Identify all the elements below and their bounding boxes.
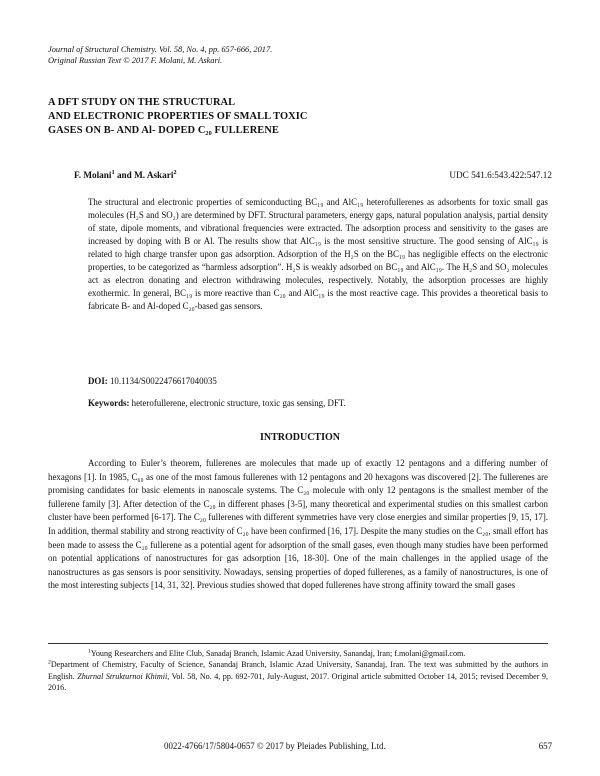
footnote-2-text-b: , Vol. 58, No. 4, pp. 692-701, July-August, 2017. Original article submitted October 14, 2015; revised December 9, 2016. <box>48 671 549 692</box>
footnote-1-text: Young Researchers and Elite Club, Sanadaj Branch, Islamic Azad University, Sanandaj, Iran; f.molani@gmail.com. <box>90 649 466 658</box>
journal-line: Journal of Structural Chemistry. Vol. 58, No. 4, pp. 657-666, 2017. <box>48 45 273 54</box>
title-line-1: A DFT STUDY ON THE STRUCTURAL <box>48 97 236 108</box>
journal-citation <box>48 44 468 66</box>
footnote-1 <box>48 648 548 659</box>
footnote-2-marker: 2 <box>48 659 51 666</box>
doi <box>88 376 217 386</box>
doi-link[interactable]: 10.1134/S0022476617040035 <box>107 376 217 386</box>
introduction-body <box>48 457 548 593</box>
paper-title <box>48 96 468 138</box>
title-line-3: GASES ON B- AND Al- DOPED C₂₀ FULLERENE <box>48 125 279 136</box>
udc-code: UDC 541.6:543.422:547.12 <box>449 170 552 180</box>
page-number: 657 <box>538 741 552 751</box>
footnotes <box>48 648 548 693</box>
keywords-label: Keywords: <box>88 398 130 408</box>
author-list <box>74 170 177 180</box>
footnote-1-marker: 1 <box>88 648 91 655</box>
author-1-affiliation: 1 <box>111 168 115 176</box>
publisher-text: 0022-4766/17/5804-0657 © 2017 by Pleiades Publishing, Ltd. <box>164 741 386 751</box>
footnote-2-text-a: Department of Chemistry, Faculty of Science, Sanandaj Branch, Islamic Azad University, Sanandaj, Iran. The text was submitted by the authors in English. <box>48 660 548 681</box>
author-separator: and <box>114 170 135 180</box>
doi-label: DOI: <box>88 376 108 386</box>
abstract: The structural and electronic properties of semiconducting BC₁₉ and AlC₁₉ heterofullerenes as adsorbents for toxic small gas molecules (H₂S and SO₂) are determined by DFT. Structural parameters, energy gaps, natural population analysis, partial density of state, dipole moments, and vibrational frequencies were extracted. The adsorption process and sensitivity to the gases are increased by doping with B or Al. The results show that AlC₁₉ is the most sensitive structure. The good sensing of AlC₁₉ is related to high charge transfer upon gas adsorption. Adsorption of the H₂S on the BC₁₉ has negligible effects on the electronic properties, to be categorized as “harmless adsorption”. H₂S is weakly adsorbed on BC₁₉ and AlC₁₉. The H₂S and SO₂ molecules act as electron donating and electron withdrawing molecules, respectively. Notably, the adsorption processes are highly exothermic. In general, BC₁₉ is more reactive than C₂₀ and AlC₁₉ is the most reactive cage. This provides a theoretical basis to fabricate B- and Al-doped C₂₀-based gas sensors. <box>88 197 548 311</box>
footnote-divider <box>48 643 548 644</box>
title-line-2: AND ELECTRONIC PROPERTIES OF SMALL TOXIC <box>48 111 308 122</box>
footnote-2-journal: Zhurnal Strukturnoi Khimii <box>77 671 168 681</box>
footnote-2 <box>48 659 548 693</box>
keywords-value: heterofullerene, electronic structure, toxic gas sensing, DFT. <box>129 398 346 408</box>
author-2-affiliation: 2 <box>173 168 177 176</box>
section-heading-introduction: INTRODUCTION <box>259 432 340 443</box>
author-2: M. Askari <box>134 170 174 180</box>
original-text-line: Original Russian Text © 2017 F. Molani, M. Askari. <box>48 56 223 65</box>
keywords <box>88 398 548 408</box>
publisher-line <box>164 741 522 751</box>
introduction-paragraph: According to Euler’s theorem, fullerenes are molecules that made up of exactly 12 pentagons and a differing number of hexagons [1]. In 1985, C₆₀ as one of the most famous fullerenes with 12 pentagons and 20 hexagons was discovered [2]. The fullerenes are promising candidates for basic elements in nanoscale systems. The C₂₀ molecule with only 12 pentagons is the smallest member of the fullerene family [3]. After detection of the C₂₀ in different phases [3-5], many theoretical and experimental studies on this smallest carbon cluster have been performed [6-17]. The C₂₀ fullerenes with different symmetries have very close energies and similar properties [9, 15, 17]. In addition, thermal stability and strong reactivity of C₂₀ have been confirmed [16, 17]. Despite the many studies on the C₂₀, small effort has been made to assess the C₂₀ fullerene as a potential agent for adsorption of the small gases, even though many studies have been performed on potential applications of nanostructures for gas adsorption [16, 18-30]. One of the main challenges in the applied usage of the nanostructures as gas sensors is poor sensitivity. Nowadays, sensing properties of doped fullerenes, as a family of nanostructures, is one of the most interesting subjects [14, 31, 32]. Previous studies showed that doped fullerenes have strong affinity toward the small gases <box>48 458 548 591</box>
author-1: F. Molani <box>74 170 112 180</box>
